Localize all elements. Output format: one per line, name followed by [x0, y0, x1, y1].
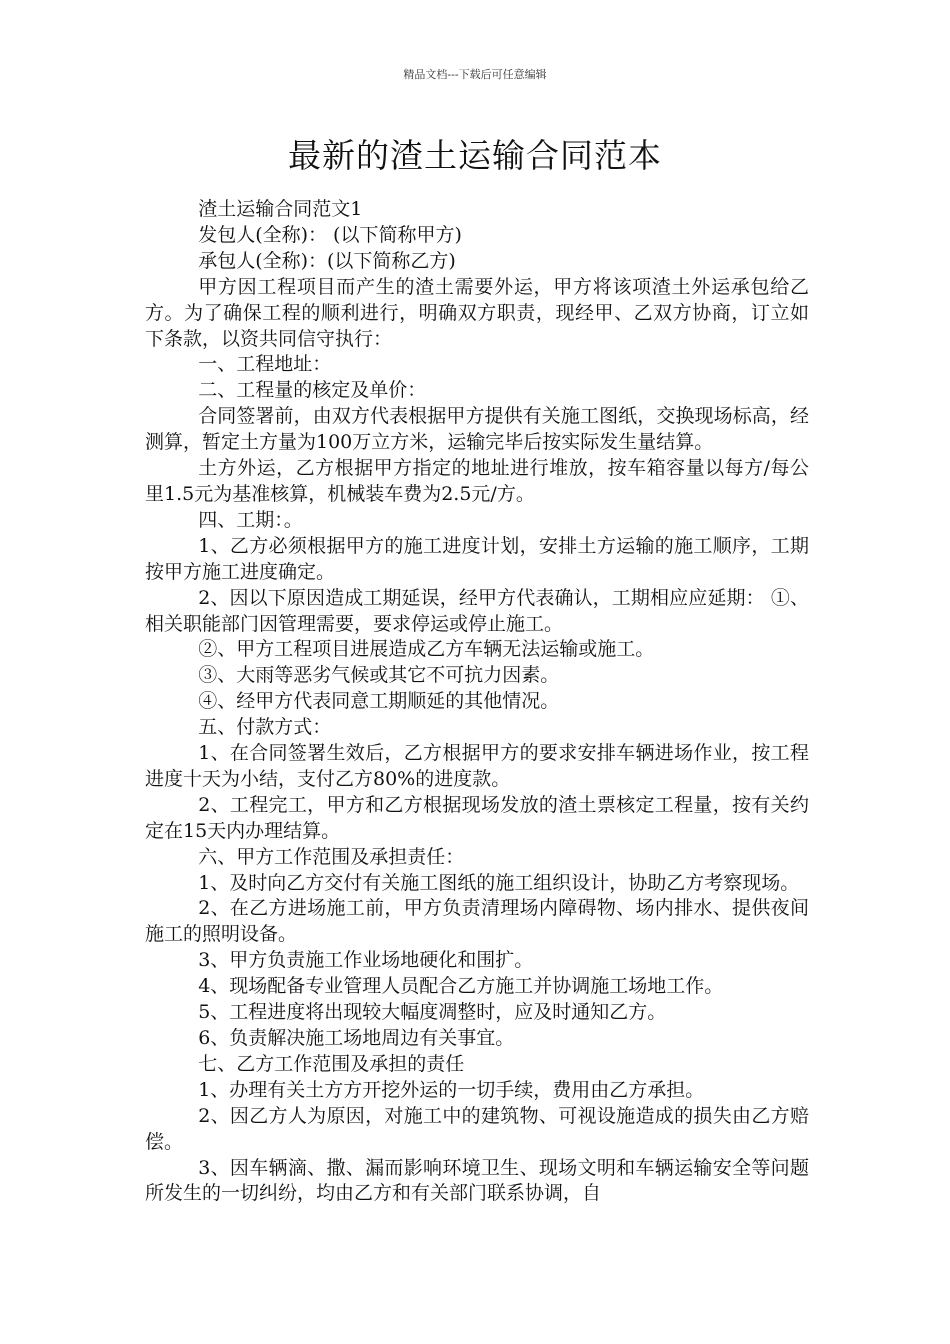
paragraph: 3、甲方负责施工作业场地硬化和围扩。	[198, 949, 534, 972]
paragraph: 2、因乙方人为原因，对施工中的建筑物、可视设施造成的损失由乙方赔偿。	[145, 1104, 809, 1153]
paragraph: 1、及时向乙方交付有关施工图纸的施工组织设计，协助乙方考察现场。	[198, 871, 800, 894]
list-item: ④、经甲方代表同意工期顺延的其他情况。	[198, 690, 560, 713]
list-item: ③、大雨等恶劣气候或其它不可抗力因素。	[198, 664, 560, 687]
paragraph: 5、工程进度将出现较大幅度凋整时，应及时通知乙方。	[198, 1001, 667, 1024]
paragraph: 2、因以下原因造成工期延误，经甲方代表确认，工期相应应延期： ①、相关职能部门因管理需要，要求停运或停止施工。	[145, 586, 809, 635]
document-body	[145, 197, 809, 1207]
paragraph: 6、负责解决施工场地周边有关事宜。	[198, 1027, 515, 1049]
paragraph: 2、在乙方进场施工前，甲方负责清理场内障碍物、场内排水、提供夜间施工的照明设备。	[145, 897, 809, 946]
section-heading: 六、甲方工作范围及承担责任：	[198, 845, 465, 868]
paragraph: 土方外运，乙方根据甲方指定的地址进行堆放，按车箱容量以每方/每公里1.5元为基准核算，机械装车费为2.5元/方。	[145, 457, 809, 505]
paragraph-employer: 发包人(全称)： (以下简称甲方)	[198, 223, 462, 246]
paragraph-contractor: 承包人(全称)：(以下简称乙方)	[198, 249, 456, 272]
document-title: 最新的渣土运输合同范本	[288, 136, 662, 175]
section-heading: 七、乙方工作范围及承担的责任	[198, 1052, 465, 1075]
paragraph: 1、办理有关土方方开挖外运的一切手续，费用由乙方承担。	[198, 1078, 705, 1101]
section-heading: 五、付款方式：	[198, 716, 332, 739]
paragraph: 1、在合同签署生效后，乙方根据甲方的要求安排车辆进场作业，按工程进度十天为小结，支付乙方80%的进度款。	[145, 742, 809, 790]
paragraph: 合同签署前，由双方代表根据甲方提供有关施工图纸，交换现场标高，经测算，暂定土方量为100万立方米，运输完毕后按实际发生量结算。	[145, 405, 809, 454]
page-header-note: 精品文档---下载后可任意编辑	[403, 68, 547, 81]
section-heading: 一、工程地址：	[198, 353, 332, 376]
list-item: ②、甲方工程项目进展造成乙方车辆无法运输或施工。	[198, 638, 655, 661]
paragraph: 4、现场配备专业管理人员配合乙方施工并协调施工场地工作。	[198, 975, 724, 998]
paragraph-preamble: 甲方因工程项目而产生的渣土需要外运，甲方将该项渣土外运承包给乙方。为了确保工程的顺利进行，明确双方职责，现经甲、乙双方协商，订立如下条款，以资共同信守执行：	[145, 275, 809, 350]
paragraph: 3、因车辆滴、撒、漏而影响环境卫生、现场文明和车辆运输安全等问题所发生的一切纠纷，均由乙方和有关部门联系协调，自	[145, 1156, 809, 1205]
section-heading: 二、工程量的核定及单价：	[198, 379, 427, 402]
paragraph-subtitle: 渣土运输合同范文1	[198, 198, 363, 220]
section-heading: 四、工期：。	[198, 508, 303, 531]
paragraph: 1、乙方必须根据甲方的施工进度计划，安排土方运输的施工顺序，工期按甲方施工进度确定。	[145, 534, 809, 583]
paragraph: 2、工程完工，甲方和乙方根据现场发放的渣土票核定工程量，按有关约定在15天内办理结算。	[145, 793, 809, 842]
